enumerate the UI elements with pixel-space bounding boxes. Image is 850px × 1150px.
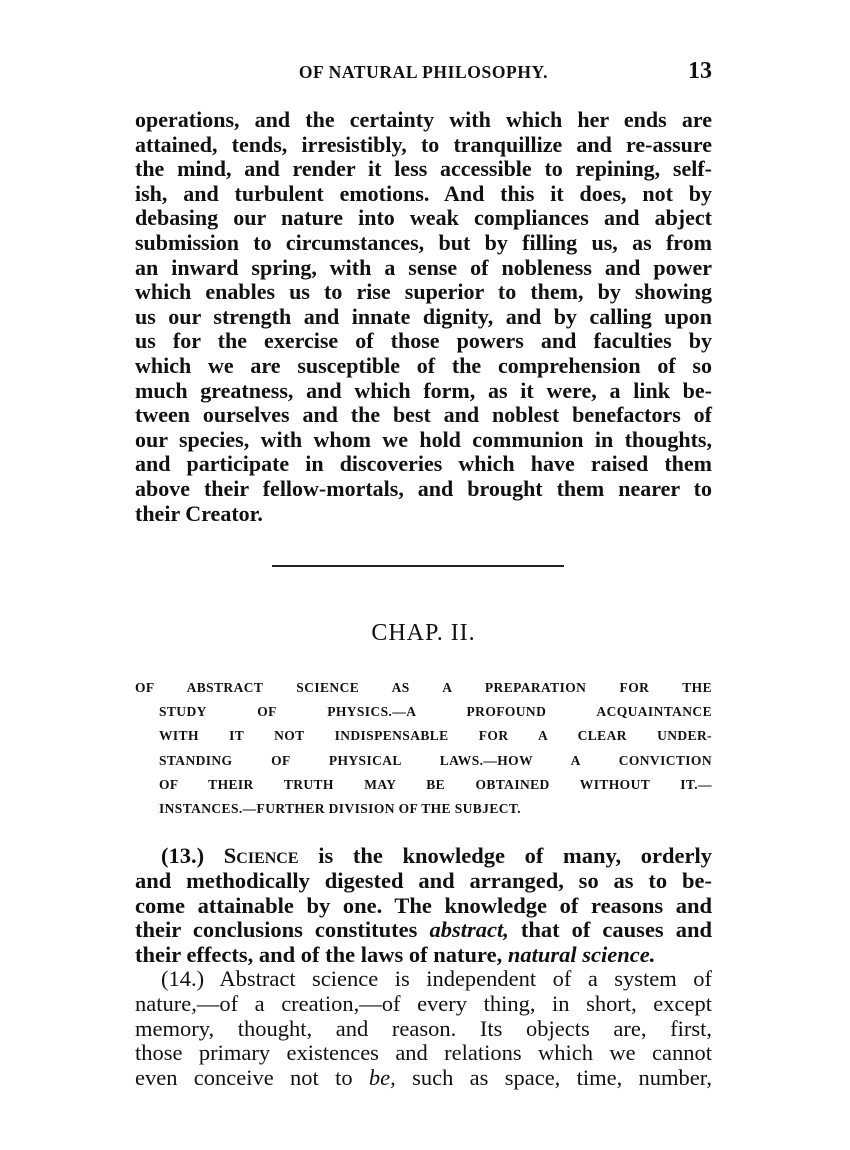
italic-term: be, (368, 1065, 396, 1091)
summary-line: OF THEIR TRUTH MAY BE OBTAINED WITHOUT IT.— (159, 776, 712, 792)
text-run: their conclusions constitutes (135, 917, 430, 943)
text-run: Abstract science is independent of a system of (219, 966, 712, 991)
text-run: is the knowledge of many, orderly (318, 843, 713, 868)
text-line: come attainable by one. The knowledge of reasons and (135, 892, 712, 918)
text-line (135, 1066, 712, 1091)
running-head (135, 58, 712, 88)
section-14-paragraph (135, 967, 712, 1091)
opening-paragraph (135, 108, 712, 526)
text-line: our species, with whom we hold communion in thoughts, (135, 426, 712, 452)
text-run: even conceive not to (135, 1065, 369, 1091)
text-line (135, 918, 712, 943)
summary-line: OF ABSTRACT SCIENCE AS A PREPARATION FOR THE (135, 680, 712, 695)
section-divider (272, 565, 564, 567)
text-line: us our strength and innate dignity, and by calling upon (135, 303, 712, 329)
text-line: and participate in discoveries which have raised them (135, 451, 712, 477)
italic-term: natural science. (507, 942, 656, 968)
text-line: which we are susceptible of the comprehension of so (135, 352, 712, 378)
text-run: their effects, and of the laws of nature, (135, 942, 508, 968)
text-run: that of causes and (508, 917, 712, 943)
text-line: those primary existences and relations which we cannot (135, 1040, 712, 1066)
text-line (135, 943, 712, 968)
text-line: tween ourselves and the best and noblest benefactors of (135, 402, 712, 428)
text-line: which enables us to rise superior to them, by showing (135, 279, 712, 305)
text-run: such as space, time, number, (395, 1065, 712, 1091)
text-line: operations, and the certainty with which her ends are (135, 107, 712, 132)
italic-term: abstract, (429, 917, 509, 943)
text-line: much greatness, and which form, as it were, a link be- (135, 377, 712, 403)
text-line: debasing our nature into weak compliances and abject (135, 205, 712, 231)
text-line: ish, and turbulent emotions. And this it does, not by (135, 180, 712, 206)
text-line: memory, thought, and reason. Its objects are, first, (135, 1015, 712, 1041)
text-line: their Creator. (135, 500, 263, 526)
summary-line: STUDY OF PHYSICS.—A PROFOUND ACQUAINTANCE (159, 704, 712, 720)
text-line: and methodically digested and arranged, so as to be- (135, 867, 712, 893)
summary-line: STANDING OF PHYSICAL LAWS.—HOW A CONVICTION (159, 752, 712, 768)
section-number: (14.) (161, 966, 205, 991)
summary-line: WITH IT NOT INDISPENSABLE FOR A CLEAR UNDER- (159, 728, 712, 744)
chapter-summary (135, 676, 712, 821)
text-line: us for the exercise of those powers and faculties by (135, 328, 712, 354)
text-line: the mind, and render it less accessible to repining, self- (135, 156, 712, 182)
text-line (135, 967, 712, 992)
section-number: (13.) (161, 843, 205, 868)
text-line: an inward spring, with a sense of nobleness and power (135, 254, 712, 280)
page-number: 13 (688, 58, 712, 84)
text-line (135, 844, 712, 869)
section-13-paragraph (135, 844, 712, 968)
text-line: submission to circumstances, but by filling us, as from (135, 229, 712, 255)
text-line: attained, tends, irresistibly, to tranquillize and re-assure (135, 131, 712, 157)
text-line: above their fellow-mortals, and brought them nearer to (135, 475, 712, 501)
text-line: nature,—of a creation,—of every thing, in short, except (135, 990, 712, 1016)
summary-line: INSTANCES.—FURTHER DIVISION OF THE SUBJECT. (159, 800, 522, 816)
lead-word: Science (223, 843, 299, 868)
running-title: OF NATURAL PHILOSOPHY. (298, 62, 549, 82)
chapter-heading: CHAP. II. (371, 620, 476, 646)
